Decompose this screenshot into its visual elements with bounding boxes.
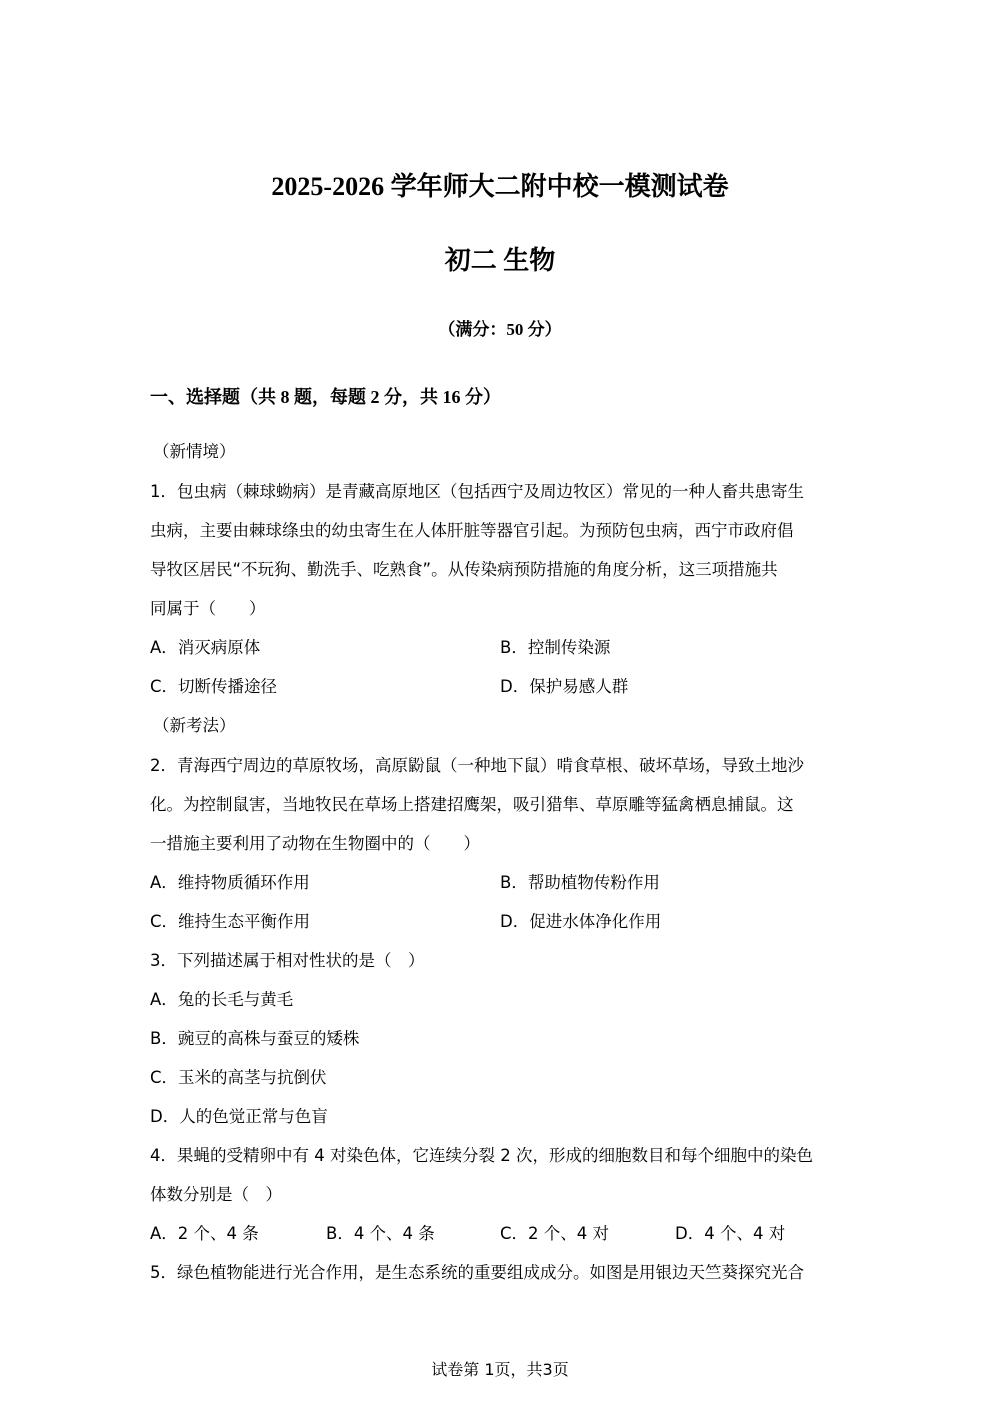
question-3-option-b: B．豌豆的高株与蚕豆的矮株 <box>150 1029 360 1048</box>
question-1-option-d: D．保护易感人群 <box>500 677 629 696</box>
question-1-option-c: C．切断传播途径 <box>150 677 278 696</box>
question-3-option-c: C．玉米的高茎与抗倒伏 <box>150 1068 327 1087</box>
subject-title: 初二 生物 <box>444 246 556 275</box>
question-3-option-a: A．兔的长毛与黄毛 <box>150 990 294 1009</box>
question-4-line-2: 体数分别是（ ） <box>150 1185 282 1204</box>
question-2-line-3: 一措施主要利用了动物在生物圈中的（ ） <box>150 834 480 853</box>
question-4-option-a: A．2 个、4 条 <box>150 1224 259 1243</box>
question-4-option-c: C．2 个、4 对 <box>500 1224 610 1243</box>
question-1-line-1: 1．包虫病（棘球蚴病）是青藏高原地区（包括西宁及周边牧区）常见的一种人畜共患寄生 <box>150 482 804 501</box>
question-2-option-d: D．促进水体净化作用 <box>500 912 662 931</box>
exam-title: 2025-2026 学年师大二附中校一模测试卷 <box>271 172 729 201</box>
question-4-option-d: D．4 个、4 对 <box>675 1224 786 1243</box>
page-footer: 试卷第 1页，共3页 <box>431 1360 569 1379</box>
question-1-option-a: A．消灭病原体 <box>150 638 261 657</box>
question-tag: （新考法） <box>153 716 236 735</box>
question-tag: （新情境） <box>153 442 236 461</box>
full-score: （满分：50 分） <box>438 320 562 339</box>
question-3-line-1: 3．下列描述属于相对性状的是（ ） <box>150 951 425 970</box>
question-1-line-3: 导牧区居民“不玩狗、勤洗手、吃熟食”。从传染病预防措施的角度分析，这三项措施共 <box>150 560 778 579</box>
question-1-option-b: B．控制传染源 <box>500 638 611 657</box>
question-2-option-c: C．维持生态平衡作用 <box>150 912 311 931</box>
question-2-option-a: A．维持物质循环作用 <box>150 873 310 892</box>
question-2-option-b: B．帮助植物传粉作用 <box>500 873 660 892</box>
question-1-line-2: 虫病，主要由棘球绦虫的幼虫寄生在人体肝脏等器官引起。为预防包虫病，西宁市政府倡 <box>150 521 794 540</box>
question-1-line-4: 同属于（ ） <box>150 599 266 618</box>
question-4-line-1: 4．果蝇的受精卵中有 4 对染色体，它连续分裂 2 次，形成的细胞数目和每个细胞中的染色 <box>150 1146 813 1165</box>
section-heading: 一、选择题（共 8 题，每题 2 分，共 16 分） <box>150 387 501 407</box>
question-5-line-1: 5．绿色植物能进行光合作用，是生态系统的重要组成成分。如图是用银边天竺葵探究光合 <box>150 1263 804 1282</box>
question-3-option-d: D．人的色觉正常与色盲 <box>150 1107 328 1126</box>
question-2-line-2: 化。为控制鼠害，当地牧民在草场上搭建招鹰架，吸引猎隼、草原雕等猛禽栖息捕鼠。这 <box>150 795 794 814</box>
question-4-option-b: B．4 个、4 条 <box>326 1224 435 1243</box>
question-2-line-1: 2．青海西宁周边的草原牧场，高原鼢鼠（一种地下鼠）啃食草根、破坏草场，导致土地沙 <box>150 756 804 775</box>
